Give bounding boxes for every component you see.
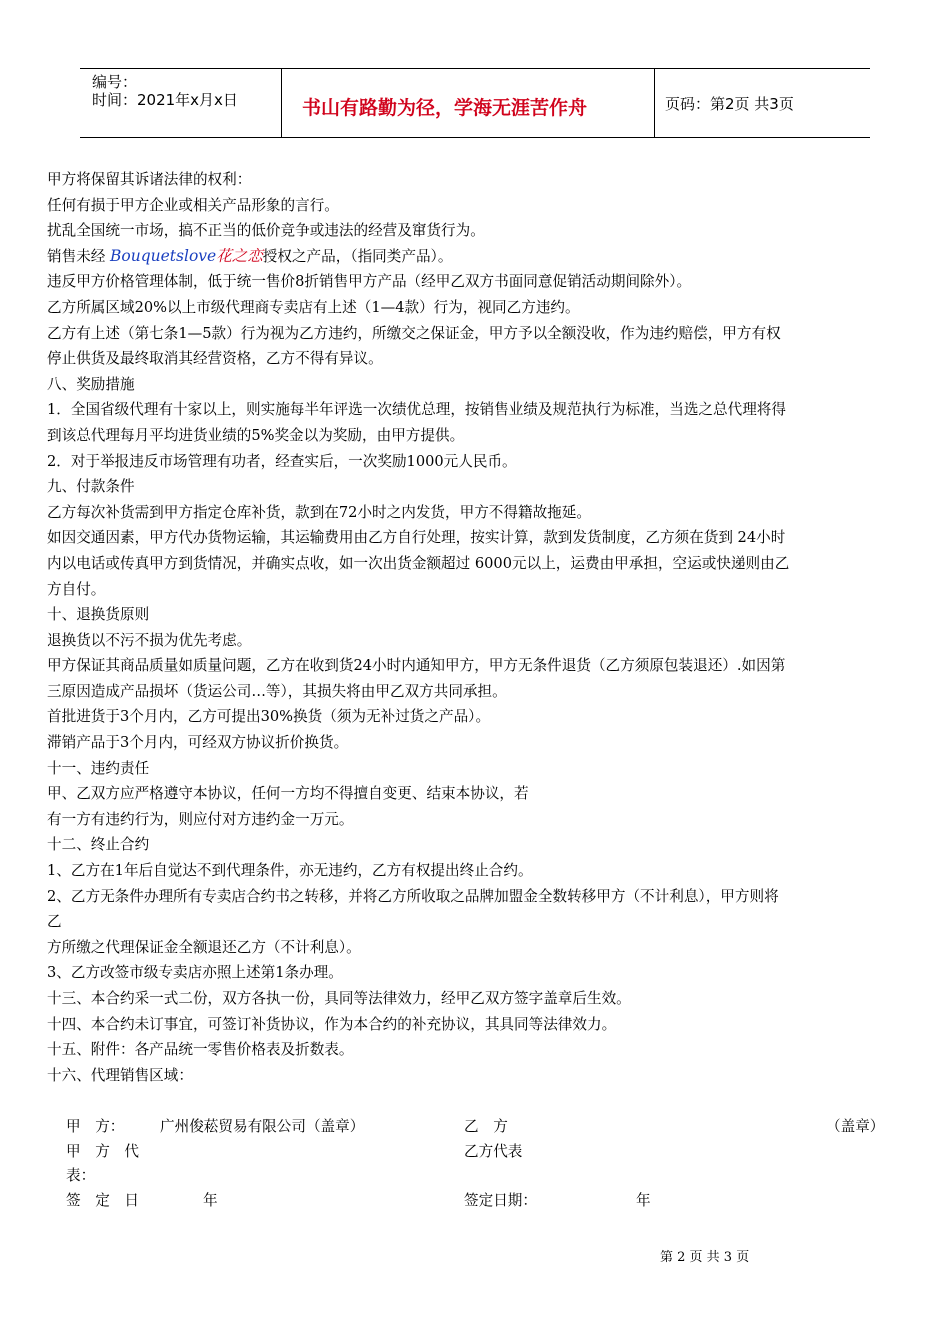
text-line: 2．对于举报违反市场管理有功者，经查实后，一次奖励1000元人民币。	[47, 452, 517, 470]
brand-name-cn: 花之恋	[216, 246, 263, 265]
document-date-label: 时间：2021年x月x日	[92, 91, 238, 109]
party-b-sign-date-label: 签定日期：	[464, 1192, 537, 1209]
page-header	[80, 68, 870, 138]
party-a-sign-date-label: 签 定 日	[66, 1192, 139, 1209]
text-line: 乙方每次补货需到甲方指定仓库补货，款到在72小时之内发货，甲方不得籍故拖延。	[47, 503, 591, 521]
text-line: 十、退换货原则	[47, 606, 150, 624]
text-line: 方所缴之代理保证金全额退还乙方（不计利息）。	[47, 938, 361, 956]
text-line: 甲方将保留其诉诸法律的权利：	[47, 171, 252, 188]
party-a-representative-label-cont: 表：	[66, 1167, 96, 1184]
text-line: 乙方所属区域20%以上市级代理商专卖店有上述（1—4款）行为，视同乙方违约。	[47, 298, 580, 316]
text-line: 十四、本合约未订事宜，可签订补货协议，作为本合约的补充协议，其具同等法律效力。	[47, 1015, 617, 1033]
text-line: 有一方有违约行为，则应付对方违约金一万元。	[47, 810, 354, 828]
party-b-representative-label: 乙方代表	[464, 1143, 523, 1160]
text-line: 2、乙方无条件办理所有专卖店合约书之转移，并将乙方所收取之品牌加盟金全数转移甲方（不计利息），甲方则将	[47, 887, 779, 905]
text-line: 甲方保证其商品质量如质量问题，乙方在收到货24小时内通知甲方，甲方无条件退货（乙方须原包装退还）.如因第	[47, 657, 786, 675]
text-line: 到该总代理每月平均进货业绩的5%奖金以为奖励，由甲方提供。	[47, 426, 465, 444]
party-a-label: 甲 方：	[66, 1118, 125, 1135]
party-b-label: 乙 方	[464, 1118, 508, 1135]
text-line: 停止供货及最终取消其经营资格，乙方不得有异议。	[47, 350, 383, 368]
text-line: 1．全国省级代理有十家以上，则实施每半年评选一次绩优总理，按销售业绩及规范执行为标准，当选之总代理将得	[47, 401, 786, 419]
header-motto: 书山有路勤为径，学海无涯苦作舟	[302, 97, 588, 119]
party-a-representative-label: 甲 方 代	[66, 1143, 139, 1160]
header-page-cell	[655, 69, 870, 137]
text-line: 乙	[47, 913, 62, 931]
text-line: 任何有损于甲方企业或相关产品形象的言行。	[47, 196, 339, 214]
text-line: 退换货以不污不损为优先考虑。	[47, 631, 252, 649]
text-line: 十六、代理销售区域：	[47, 1066, 193, 1084]
text-line: 3、乙方改签市级专卖店亦照上述第1条办理。	[47, 964, 343, 982]
brand-line-prefix: 销售未经	[47, 247, 111, 265]
party-a-sign-year: 年	[203, 1192, 218, 1209]
brand-line-suffix: 授权之产品，（指同类产品）。	[262, 247, 453, 265]
text-line: 八、奖励措施	[47, 375, 135, 393]
text-line: 1、乙方在1年后自觉达不到代理条件，亦无违约，乙方有权提出终止合约。	[47, 862, 533, 880]
page-footer: 第 2 页 共 3 页	[660, 1250, 750, 1265]
text-line: 三原因造成产品损坏（货运公司…等），其损失将由甲乙双方共同承担。	[47, 682, 507, 700]
header-meta-cell	[80, 69, 282, 137]
text-line: 滞销产品于3个月内，可经双方协议折价换货。	[47, 734, 349, 752]
document-number-label: 编号：	[92, 73, 138, 91]
text-line: 甲、乙双方应严格遵守本协议，任何一方均不得擅自变更、结束本协议，若	[47, 785, 529, 803]
text-line: 扰乱全国统一市场，搞不正当的低价竞争或违法的经营及窜货行为。	[47, 222, 485, 240]
party-a-company: 广州俊菘贸易有限公司（盖章）	[160, 1118, 365, 1135]
text-line: 九、付款条件	[47, 478, 135, 496]
text-line: 十五、附件：各产品统一零售价格表及折数表。	[47, 1041, 354, 1059]
text-line: 内以电话或传真甲方到货情况，并确实点收，如一次出货金额超过 6000元以上，运费由甲承担，空运或快递则由乙	[47, 554, 790, 572]
text-line: 如因交通因素，甲方代办货物运输，其运输费用由乙方自行处理，按实计算，款到发货制度，乙方须在货到 24小时	[47, 529, 786, 547]
contract-body	[47, 167, 907, 1088]
text-line: 首批进货于3个月内，乙方可提出30%换货（须为无补过货之产品）。	[47, 708, 491, 726]
text-line: 十三、本合约采一式二份，双方各执一份，具同等法律效力，经甲乙双方签字盖章后生效。	[47, 990, 631, 1007]
text-line: 乙方有上述（第七条1—5款）行为视为乙方违约，所缴交之保证金，甲方予以全额没收，作为违约赔偿，甲方有权	[47, 324, 781, 342]
header-motto-cell	[282, 69, 655, 137]
party-b-sign-year: 年	[636, 1192, 651, 1209]
header-page-number: 页码：第2页 共3页	[665, 95, 794, 113]
party-b-seal: （盖章）	[826, 1118, 885, 1135]
text-line: 十二、终止合约	[47, 836, 150, 854]
brand-name-en: Bouquetslove	[110, 246, 217, 265]
text-line: 十一、违约责任	[47, 759, 150, 777]
text-line: 违反甲方价格管理体制，低于统一售价8折销售甲方产品（经甲乙双方书面同意促销活动期间除外）。	[47, 273, 692, 291]
text-line: 方自付。	[47, 580, 106, 598]
brand-line	[47, 244, 907, 270]
